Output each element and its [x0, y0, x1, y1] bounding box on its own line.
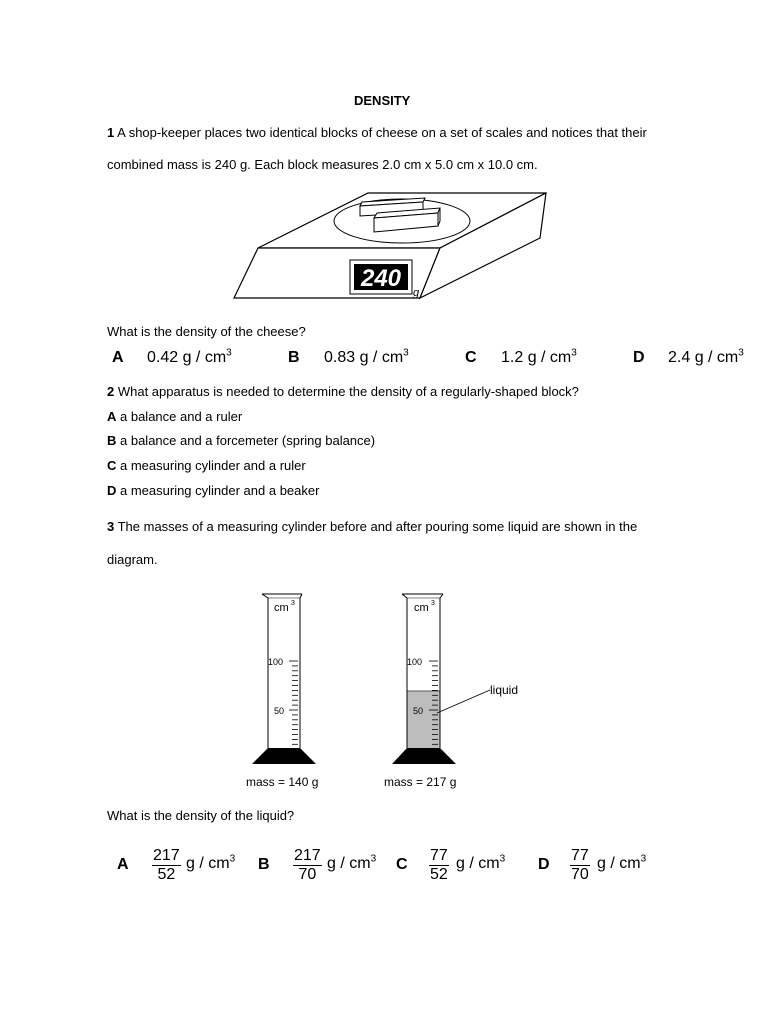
q1-number: 1 — [107, 125, 115, 140]
mass-before-label: mass = 140 g — [246, 775, 319, 789]
cylinders-diagram — [240, 588, 540, 793]
svg-text:100: 100 — [407, 657, 423, 667]
q3-option-a-unit: g / $cm^3$ — [186, 853, 236, 872]
q3-option-a-fraction: $\frac{217}{52}$ — [153, 847, 180, 883]
q1-text — [107, 125, 667, 141]
cylinder-with-liquid — [392, 594, 518, 764]
q1-line1: A shop-keeper places two identical blocks of cheese on a set of scales and notices that their — [114, 125, 647, 140]
svg-text:3: 3 — [431, 600, 435, 607]
svg-text:cm: cm — [274, 602, 289, 614]
q3-option-c-fraction: $\frac{77}{52}$ — [430, 847, 448, 883]
q1-option-b-letter: B — [288, 349, 300, 366]
svg-text:cm: cm — [414, 602, 429, 614]
q2-option-a: A a balance and a ruler — [107, 409, 243, 424]
mass-after-label: mass = 217 g — [384, 775, 457, 789]
q3-option-d-fraction: $\frac{77}{70}$ — [571, 847, 589, 883]
q3-option-c-letter: C — [396, 856, 408, 873]
page-title: DENSITY — [354, 93, 411, 108]
q1-line2: combined mass is 240 g. Each block measures 2.0 cm x 5.0 cm x 10.0 cm. — [107, 157, 538, 172]
liquid-label: liquid — [490, 683, 519, 697]
q2-option-c: C a measuring cylinder and a ruler — [107, 458, 306, 473]
scales-diagram — [230, 188, 550, 312]
svg-text:50: 50 — [413, 706, 424, 716]
q2-option-d: D a measuring cylinder and a beaker — [107, 483, 320, 498]
q1-option-c-letter: C — [465, 349, 477, 366]
svg-text:50: 50 — [274, 706, 285, 716]
q1-question: What is the density of the cheese? — [107, 324, 306, 339]
q1-option-c-value: 1.2 g / $cm^3$ — [501, 347, 577, 366]
q3-option-b-fraction: $\frac{217}{70}$ — [294, 847, 321, 883]
q2-question: 2 What apparatus is needed to determine the density of a regularly-shaped block? — [107, 384, 579, 399]
q3-option-b-letter: B — [258, 856, 270, 873]
scale-display-reading: 240 — [360, 265, 402, 292]
svg-text:3: 3 — [291, 600, 295, 607]
scale-display-unit: g — [413, 287, 420, 299]
q3-option-d-letter: D — [538, 856, 550, 873]
q2-option-b: B a balance and a forcemeter (spring balance) — [107, 433, 376, 448]
q1-option-a-letter: A — [112, 349, 124, 366]
q3-option-c-unit: g / $cm^3$ — [456, 853, 506, 872]
q1-option-a-value: 0.42 g / $cm^3$ — [147, 347, 232, 366]
q1-option-d-letter: D — [633, 349, 645, 366]
q3-option-b-unit: g / $cm^3$ — [327, 853, 377, 872]
q3-question: What is the density of the liquid? — [107, 808, 295, 823]
q3-line2: diagram. — [107, 552, 158, 567]
cylinder-empty — [252, 594, 316, 764]
q3-text: 3 The masses of a measuring cylinder before and after pouring some liquid are shown in the — [107, 519, 638, 534]
svg-text:100: 100 — [268, 657, 284, 667]
q3-option-a-letter: A — [117, 856, 129, 873]
q1-option-b-value: 0.83 g / $cm^3$ — [324, 347, 409, 366]
q3-option-d-unit: g / $cm^3$ — [597, 853, 647, 872]
q1-option-d-value: 2.4 g / $cm^3$ — [668, 347, 744, 366]
